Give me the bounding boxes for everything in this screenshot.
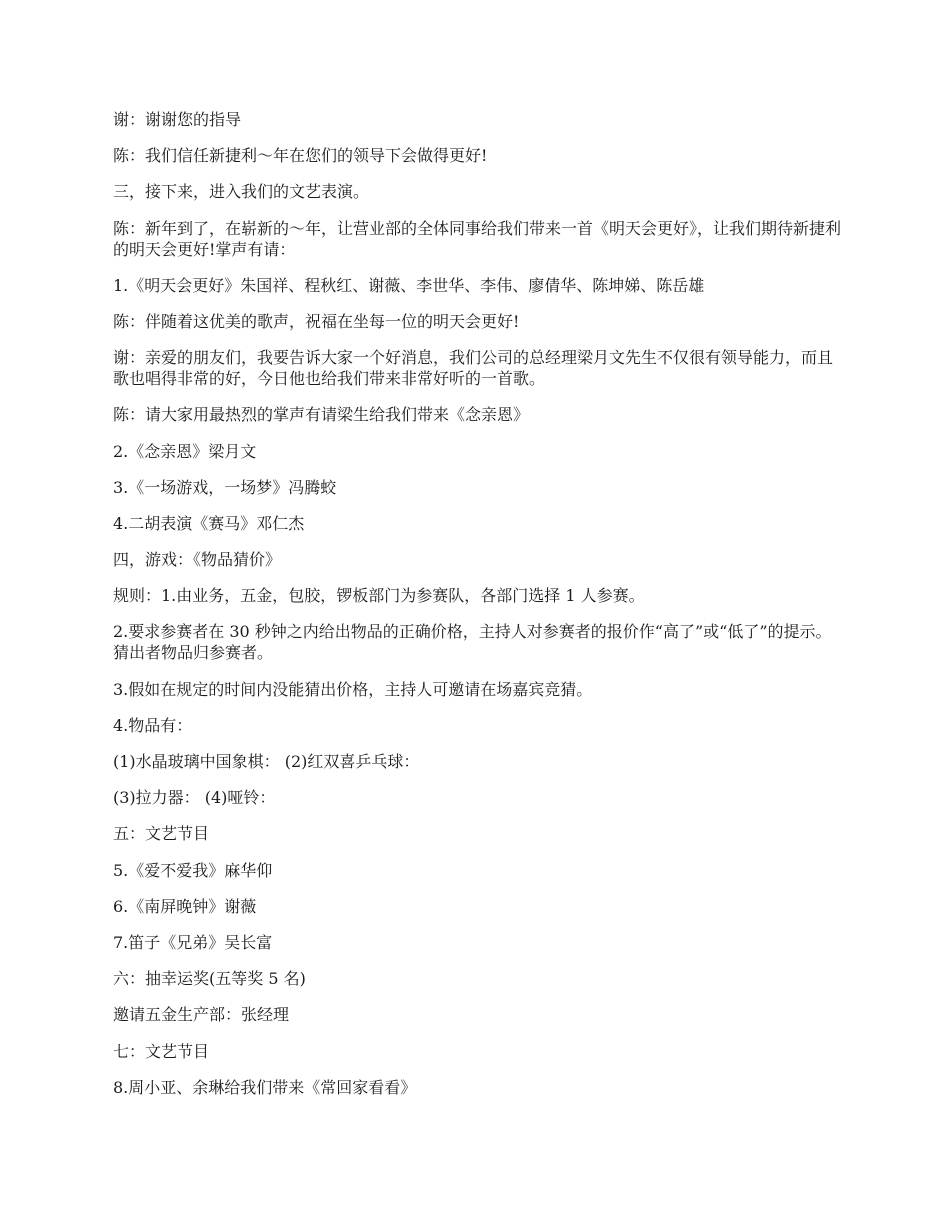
- program-item: 1.《明天会更好》朱国祥、程秋红、谢薇、李世华、李伟、廖倩华、陈坤娣、陈岳雄: [113, 275, 705, 295]
- item-list: (3)拉力器： (4)哑铃：: [113, 788, 276, 808]
- paragraph: 陈：我们信任新捷利～年在您们的领导下会做得更好!: [113, 146, 488, 166]
- paragraph: 陈：伴随着这优美的歌声，祝福在坐每一位的明天会更好!: [113, 311, 520, 331]
- paragraph: 谢：谢谢您的指导: [113, 110, 242, 129]
- rule-item: 4.物品有：: [113, 715, 193, 735]
- program-item: 8.周小亚、余琳给我们带来《常回家看看》: [113, 1077, 417, 1097]
- section-heading: 四，游戏：《物品猜价》: [113, 550, 282, 570]
- paragraph: 陈：请大家用最热烈的掌声有请梁生给我们带来《念亲恩》: [113, 405, 530, 425]
- rule-item: 3.假如在规定的时间内没能猜出价格，主持人可邀请在场嘉宾竞猜。: [113, 679, 593, 699]
- paragraph: 陈：新年到了，在崭新的～年，让营业部的全体同事给我们带来一首《明天会更好》，让我们期待新捷利的明天会更好!掌声有请：: [113, 218, 842, 259]
- rule-item: 2.要求参赛者在 30 秒钟之内给出物品的正确价格，主持人对参赛者的报价作“高了”或“低了”的提示。猜出者物品归参赛者。: [113, 622, 832, 663]
- section-heading: 三，接下来，进入我们的文艺表演。: [113, 182, 370, 202]
- program-item: 3.《一场游戏，一场梦》冯腾蛟: [113, 477, 337, 497]
- section-heading: 五：文艺节目: [113, 824, 210, 844]
- program-item: 2.《念亲恩》梁月文: [113, 441, 257, 461]
- program-item: 6.《南屏晚钟》谢薇: [113, 896, 257, 916]
- program-item: 4.二胡表演《赛马》邓仁杰: [113, 513, 305, 533]
- document-page: [113, 109, 841, 1113]
- paragraph: 邀请五金生产部：张经理: [113, 1005, 290, 1025]
- section-heading: 七：文艺节目: [113, 1041, 210, 1061]
- rule-item: 规则：1.由业务，五金，包胶，锣板部门为参赛队，各部门选择 1 人参赛。: [113, 586, 645, 606]
- item-list: (1)水晶玻璃中国象棋： (2)红双喜乒乓球：: [113, 752, 420, 771]
- program-item: 5.《爱不爱我》麻华仰: [113, 860, 273, 880]
- program-item: 7.笛子《兄弟》吴长富: [113, 932, 273, 952]
- section-heading: 六：抽幸运奖(五等奖 5 名): [113, 969, 306, 989]
- paragraph: 谢：亲爱的朋友们，我要告诉大家一个好消息，我们公司的总经理梁月文先生不仅很有领导能力，而且歌也唱得非常的好，今日他也给我们带来非常好听的一首歌。: [113, 348, 834, 389]
